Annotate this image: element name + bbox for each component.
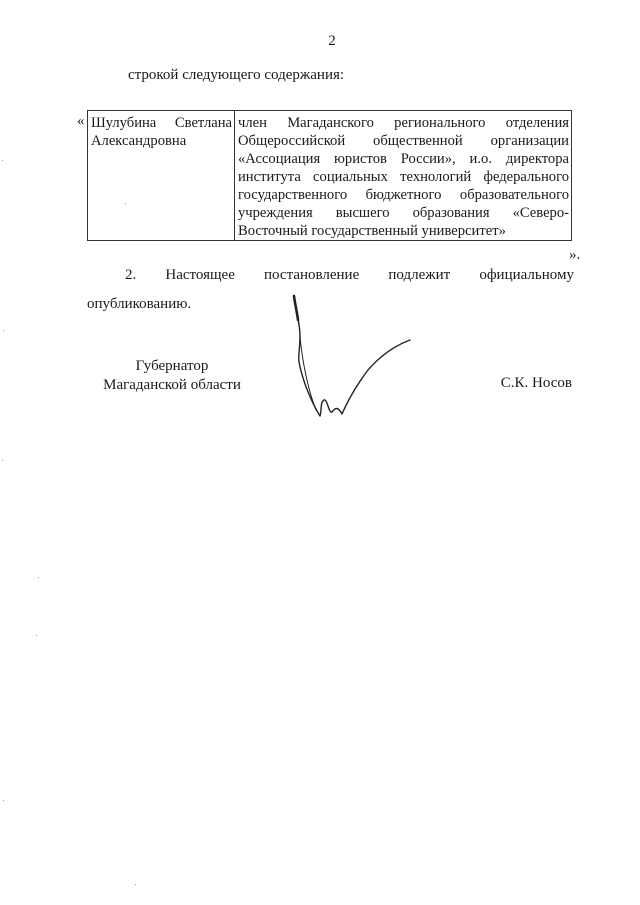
scan-speck [36,635,37,636]
scan-speck [135,884,136,885]
paragraph-2-line-2: опубликованию. [87,296,192,312]
description-line: член Магаданского регионального отделения [238,115,569,131]
intro-text: строкой следующего содержания: [128,67,345,83]
scan-speck [3,800,4,801]
description-line: учреждения высшего образования «Северо- [238,205,569,221]
member-table [87,110,572,241]
member-description-cell [235,111,572,241]
handwritten-signature-icon [280,290,420,430]
member-name-cell [88,111,235,241]
scan-speck [2,460,3,461]
signatory-name: С.К. Носов [500,375,572,391]
description-line: государственного бюджетного образовательного [238,187,569,203]
member-name-line: Шулубина Светлана [91,115,232,131]
description-line: института социальных технологий федерального [238,169,569,185]
paragraph-2-line-1: 2. Настоящее постановление подлежит официальному [125,267,574,283]
scan-speck [125,203,126,204]
signatory-title [87,357,257,395]
member-name-line: Александровна [91,133,187,149]
closing-quote: ». [569,247,581,263]
table-row [88,111,572,241]
scan-speck [38,577,39,578]
scan-speck [3,330,4,331]
page-number: 2 [328,33,336,49]
signatory-title-line: Губернатор [135,358,209,374]
signatory-title-line: Магаданской области [103,377,241,393]
opening-quote: « [77,113,85,129]
description-line: Общероссийской общественной организации [238,133,569,149]
scan-speck [2,160,3,161]
description-line: Восточный государственный университет» [238,223,506,239]
description-line: «Ассоциация юристов России», и.о. директора [238,151,569,167]
